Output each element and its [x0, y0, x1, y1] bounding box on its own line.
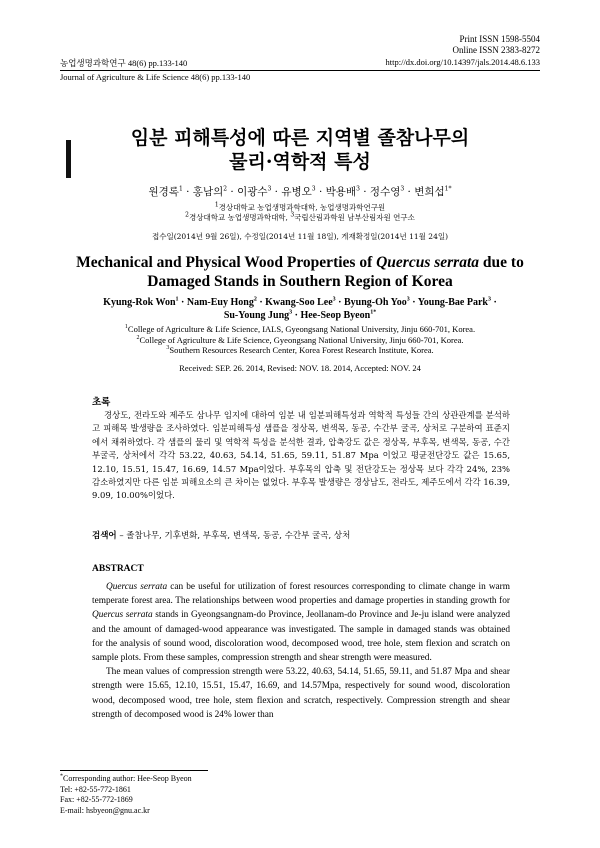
- abstract-en-heading: ABSTRACT: [92, 564, 144, 574]
- fax: Fax: +82-55-772-1869: [60, 795, 133, 804]
- author-en: Byung-Oh Yoo$^3$: [344, 296, 410, 308]
- abstract-en-p2: The mean values of compression strength were 53.22, 40.63, 54.14, 51.65, 59.11, and 51.87 Mpa and shear strength were 15.65, 12.10, 15.51, 15.47, 16.69, and 14.57Mpa, respectively for sound wood, discoloration wood, decomposed wood, tree hole, stem flexion and scratch, respectively. Compression strength and shear strength of decomposed wood is 24% lower than: [92, 667, 510, 720]
- keywords-ko: 검색어 – 졸참나무, 기후변화, 부후목, 변색목, 동공, 수간부 굴곡, 상처: [92, 531, 351, 541]
- email[interactable]: E-mail: hsbyeon@gnu.ac.kr: [60, 805, 150, 815]
- online-issn: Online ISSN 2383-8272: [452, 45, 540, 55]
- author-ko: 홍남의$^2$: [192, 185, 228, 198]
- title-ko: [0, 126, 600, 174]
- journal-ko: 농업생명과학연구 48(6) pp.133-140: [60, 58, 188, 68]
- authors-ko: 원경록$^1$ · 홍남의$^2$ · 이광수$^3$ · 유병오$^3$ · 박용배$^3$ · 정수영$^3$ · 변희섭$^{1*}$: [148, 185, 452, 198]
- author-ko: 이광수$^3$: [237, 185, 272, 198]
- abstract-en-body: [92, 580, 510, 722]
- species-name: Quercus serrata: [376, 254, 480, 271]
- footnote-rule: [60, 770, 208, 771]
- author-en: Su-Young Jung$^3$: [223, 309, 293, 321]
- author-en: Kyung-Rok Won$^1$: [103, 296, 179, 308]
- abstract-en-p1: Quercus serrata can be useful for utilization of forest resources corresponding to climate change in warm temperate forest area. The relationships between wood properties and damage properties in standing growth for Quercus serrata stands in Gyeongsangnam-do Province, Jeollanam-do Province and Je-ju island were analyzed and the amount of damaged-wood appearance was investigated. The sample in damaged stands was obtained for the analysis of sound wood, discoloration wood, decomposed wood, tree hole, stem flexion and scratch on sample plots. From these samples, compression strength and shear strength were measured.: [92, 582, 511, 664]
- tel: Tel: +82-55-772-1861: [60, 784, 131, 794]
- print-issn: Print ISSN 1598-5504: [459, 34, 540, 44]
- title-ko-line2: 물리·역학적 특성: [229, 151, 371, 173]
- title-ko-line1: 임분 피해특성에 따른 지역별 졸참나무의: [130, 127, 470, 149]
- abstract-ko-heading: 초록: [92, 397, 111, 408]
- dates-ko: 접수일(2014년 9월 26일), 수정일(2014년 11월 18일), 게재확정일(2014년 11월 24일): [151, 232, 449, 241]
- issn-block: [453, 34, 541, 56]
- doi-link[interactable]: http://dx.doi.org/10.14397/jals.2014.48.6.133: [385, 57, 540, 67]
- author-ko: 원경록$^1$: [148, 185, 183, 198]
- author-ko: 유병오$^3$: [281, 185, 316, 198]
- affiliations-en: $^1$College of Agriculture & Life Science, IALS, Gyeongsang National University, Jinju 660-701, Korea. $^2$College of Agriculture & Life Science, Gyeongsang National University, Jinju 660-701, Korea. $^3$Southern Resources Research Center, Korea Forest Research Institute, Korea.: [124, 324, 476, 355]
- abstract-ko-body: 경상도, 전라도와 제주도 삼나무 임지에 대하여 임분 내 임분피해특성과 역학적 특성들 간의 상관관계를 분석하고 피해목 발생량을 조사하였다. 임분피해특성 샘플을 정상목, 변색목, 동공, 수간부 굴곡, 상처로 구분하여 표준지에서 채취하였다. 각 샘플의 물리 및 역학적 특성을 분석한 결과, 압축강도 값은 정상목, 부후목, 변색목, 동공, 수간부굴곡, 상처에서 각각 53.22, 40.63, 54.14, 51.65, 59.11, 51.87 Mpa 이었고 평균전단강도 값은 15.65, 12.10, 15.51, 15.47, 16.69, 14.57 Mpa이었다. 부후목의 압축 및 전단강도는 정상목 보다 각각 24%, 23% 감소하였지만 다른 임분 피해요소의 큰 차이는 없었다. 부후목 발생량은 경상남도, 전라도, 제주도에서 각각 16.39, 9.09, 10.00%이었다.: [92, 410, 510, 501]
- author-en: Young-Bae Park$^3$: [417, 296, 491, 308]
- author-en: Kwang-Soo Lee$^3$: [265, 296, 336, 308]
- keywords-label: 검색어: [92, 531, 117, 541]
- header-rule: [60, 70, 540, 71]
- affiliations-ko: $^1$경상대학교 농업생명과학대학, 농업생명과학연구원 $^2$경상대학교 농업생명과학대학, $^3$국립산림과학원 남부산림자원 연구소: [185, 201, 415, 222]
- corresponding-author: Corresponding author: Hee-Seop Byeon: [63, 774, 192, 783]
- journal-header: [60, 57, 540, 69]
- author-en: Hee-Seop Byeon$^{1*}$: [300, 309, 377, 321]
- authors-en: Kyung-Rok Won$^1$ · Nam-Euy Hong$^2$ · Kwang-Soo Lee$^3$ · Byung-Oh Yoo$^3$ · Young-Bae Park$^3$ · Su-Young Jung$^3$ · Hee-Seop Byeon$^{1*}$: [103, 296, 497, 321]
- author-ko: 변희섭$^{1*}$: [414, 185, 452, 198]
- author-ko: 박용배$^3$: [325, 185, 360, 198]
- footnote: *Corresponding author: Hee-Seop Byeon Tel: +82-55-772-1861 Fax: +82-55-772-1869 E-mail: hsbyeon@gnu.ac.kr: [60, 773, 192, 815]
- author-en: Nam-Euy Hong$^2$: [186, 296, 257, 308]
- keywords-list: 졸참나무, 기후변화, 부후목, 변색목, 동공, 수간부 굴곡, 상처: [126, 531, 351, 541]
- author-ko: 정수영$^3$: [369, 185, 405, 198]
- journal-en: Journal of Agriculture & Life Science 48(6) pp.133-140: [60, 72, 251, 82]
- title-en: Mechanical and Physical Wood Properties of Quercus serrata due to Damaged Stands in Southern Region of Korea: [76, 254, 524, 290]
- dates-en: Received: SEP. 26. 2014, Revised: NOV. 18. 2014, Accepted: NOV. 24: [179, 363, 421, 373]
